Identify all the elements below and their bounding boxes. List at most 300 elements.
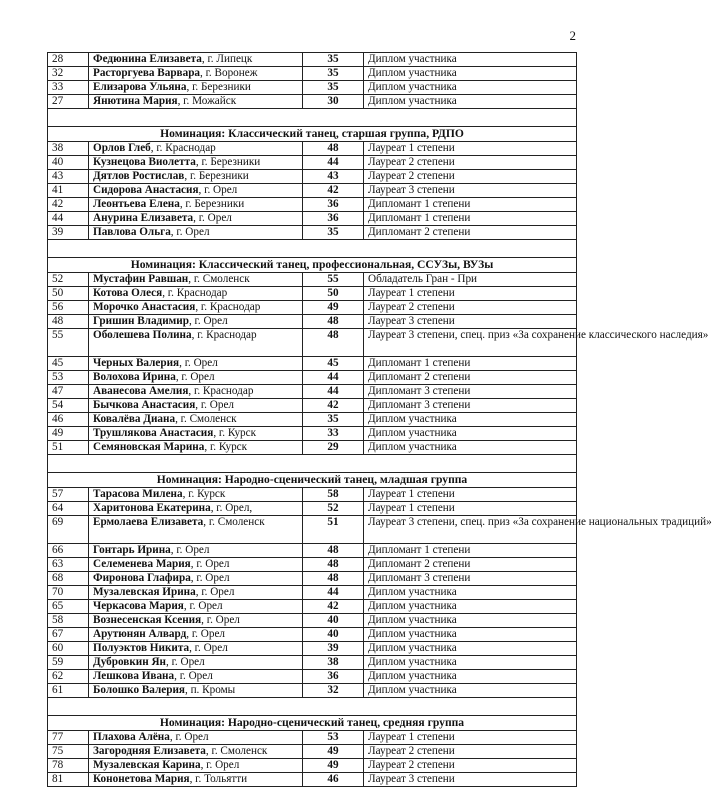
participant-number: 58 <box>48 614 89 628</box>
participant-city: , г. Краснодар <box>162 287 228 299</box>
score: 46 <box>303 773 364 787</box>
score: 35 <box>303 53 364 67</box>
award: Дипломант 3 степени <box>364 399 577 413</box>
participant-city: , г. Можайск <box>177 95 237 107</box>
participant-cell <box>89 759 303 773</box>
participant-city: , г. Краснодар <box>195 301 261 313</box>
participant-cell <box>89 502 303 516</box>
participant-cell <box>89 731 303 745</box>
participant-city: , г. Орел <box>186 628 225 640</box>
table-row <box>48 684 577 698</box>
participant-cell <box>89 287 303 301</box>
participant-name: Кононетова Мария <box>93 773 190 785</box>
participant-cell <box>89 329 303 357</box>
participant-cell <box>89 156 303 170</box>
participant-cell <box>89 642 303 656</box>
participant-number: 28 <box>48 53 89 67</box>
participant-cell <box>89 656 303 670</box>
score: 42 <box>303 399 364 413</box>
score: 58 <box>303 488 364 502</box>
award: Лауреат 2 степени <box>364 745 577 759</box>
participant-name: Черкасова Мария <box>93 600 184 612</box>
score: 49 <box>303 759 364 773</box>
table-row <box>48 413 577 427</box>
score: 36 <box>303 198 364 212</box>
participant-cell <box>89 488 303 502</box>
award: Диплом участника <box>364 441 577 455</box>
participant-name: Янютина Мария <box>93 95 178 107</box>
participant-name: Сидорова Анастасия <box>93 184 199 196</box>
score: 48 <box>303 142 364 156</box>
participant-cell <box>89 399 303 413</box>
score: 53 <box>303 731 364 745</box>
participant-number: 64 <box>48 502 89 516</box>
participant-number: 41 <box>48 184 89 198</box>
table-row <box>48 399 577 413</box>
table-row <box>48 642 577 656</box>
participant-cell <box>89 315 303 329</box>
participant-cell <box>89 558 303 572</box>
nomination-header <box>48 716 577 731</box>
participant-city: , г. Орел <box>174 670 213 682</box>
score: 43 <box>303 170 364 184</box>
participant-name: Мустафин Равшан <box>93 273 189 285</box>
participant-city: , г. Орел <box>189 642 228 654</box>
participant-name: Арутюнян Алвард <box>93 628 187 640</box>
participant-number: 70 <box>48 586 89 600</box>
table-row <box>48 558 577 572</box>
participant-name: Морочко Анастасия <box>93 301 196 313</box>
table-row <box>48 315 577 329</box>
participant-cell <box>89 95 303 109</box>
participant-name: Павлова Ольга <box>93 226 171 238</box>
participant-city: , г. Липецк <box>201 53 253 65</box>
nomination-header <box>48 473 577 488</box>
participant-cell <box>89 516 303 544</box>
participant-city: , г. Орел <box>183 600 223 612</box>
participant-name: Вознесенская Ксения <box>93 614 202 626</box>
participant-cell <box>89 600 303 614</box>
participant-cell <box>89 572 303 586</box>
nomination-title: Номинация: Классический танец, старшая группа, РДПО <box>48 127 577 142</box>
participant-number: 60 <box>48 642 89 656</box>
participant-cell <box>89 273 303 287</box>
participant-city: , г. Орел <box>190 558 230 570</box>
award: Дипломант 1 степени <box>364 544 577 558</box>
participant-city: , г. Курск <box>204 441 248 453</box>
participant-cell <box>89 628 303 642</box>
participant-cell <box>89 142 303 156</box>
award: Лауреат 1 степени <box>364 502 577 516</box>
participant-number: 54 <box>48 399 89 413</box>
participant-city: , г. Березники <box>195 156 261 168</box>
participant-name: Аванесова Амелия <box>93 385 189 397</box>
participant-city: , г. Орел <box>198 184 238 196</box>
table-row <box>48 614 577 628</box>
participant-name: Селеменева Мария <box>93 558 191 570</box>
participant-number: 48 <box>48 315 89 329</box>
award: Лауреат 1 степени <box>364 142 577 156</box>
participant-number: 78 <box>48 759 89 773</box>
score: 35 <box>303 226 364 240</box>
participant-cell <box>89 184 303 198</box>
participant-number: 27 <box>48 95 89 109</box>
participant-city: , г. Орел <box>188 315 228 327</box>
participant-city: , г. Орел <box>195 586 235 598</box>
table-row <box>48 156 577 170</box>
participant-number: 81 <box>48 773 89 787</box>
participant-number: 52 <box>48 273 89 287</box>
participant-cell <box>89 385 303 399</box>
table-row <box>48 273 577 287</box>
table-row <box>48 142 577 156</box>
participant-number: 68 <box>48 572 89 586</box>
participant-number: 62 <box>48 670 89 684</box>
score: 40 <box>303 614 364 628</box>
participant-cell <box>89 441 303 455</box>
participant-city: , г. Краснодар <box>188 385 254 397</box>
award: Дипломант 2 степени <box>364 226 577 240</box>
participant-city: , г. Орел <box>200 759 240 771</box>
score: 35 <box>303 81 364 95</box>
participant-cell <box>89 357 303 371</box>
score: 45 <box>303 357 364 371</box>
participant-number: 67 <box>48 628 89 642</box>
score: 48 <box>303 544 364 558</box>
score: 52 <box>303 502 364 516</box>
table-row <box>48 502 577 516</box>
participant-city: , г. Орел, <box>210 502 253 514</box>
score: 50 <box>303 287 364 301</box>
participant-city: , п. Кромы <box>184 684 236 696</box>
participant-city: , г. Орел <box>190 572 230 584</box>
participant-name: Дубровкин Ян <box>93 656 166 668</box>
participant-cell <box>89 586 303 600</box>
participant-cell <box>89 67 303 81</box>
participant-city: , г. Орел <box>175 371 215 383</box>
table-row <box>48 95 577 109</box>
table-row <box>48 385 577 399</box>
score: 55 <box>303 273 364 287</box>
award: Диплом участника <box>364 413 577 427</box>
table-row <box>48 600 577 614</box>
award: Лауреат 3 степени, спец. приз «За сохранение классического наследия» <box>364 329 577 357</box>
score: 33 <box>303 427 364 441</box>
participant-city: , г. Краснодар <box>191 329 257 341</box>
award: Диплом участника <box>364 614 577 628</box>
table-row <box>48 81 577 95</box>
score: 48 <box>303 572 364 586</box>
table-row <box>48 427 577 441</box>
participant-city: , г. Орел <box>170 226 210 238</box>
participant-name: Кузнецова Виолетта <box>93 156 196 168</box>
participant-number: 57 <box>48 488 89 502</box>
participant-number: 43 <box>48 170 89 184</box>
participant-city: , г. Орел <box>201 614 240 626</box>
award: Лауреат 3 степени <box>364 773 577 787</box>
participant-city: , г. Смоленск <box>188 273 250 285</box>
participant-name: Музалевская Ирина <box>93 586 196 598</box>
award: Лауреат 1 степени <box>364 287 577 301</box>
results-table <box>47 52 712 787</box>
participant-city: , г. Смоленск <box>203 516 265 528</box>
participant-city: , г. Курск <box>182 488 226 500</box>
participant-city: , г. Орел <box>193 212 232 224</box>
participant-name: Елизарова Ульяна <box>93 81 187 93</box>
participant-name: Бычкова Анастасия <box>93 399 196 411</box>
page-number: 2 <box>569 28 576 43</box>
participant-number: 59 <box>48 656 89 670</box>
participant-name: Дятлов Ростислав <box>93 170 185 182</box>
table-row <box>48 773 577 787</box>
participant-name: Лешкова Ивана <box>93 670 175 682</box>
participant-name: Фиронова Глафира <box>93 572 191 584</box>
section-spacer <box>48 455 577 473</box>
participant-number: 39 <box>48 226 89 240</box>
score: 48 <box>303 329 364 357</box>
table-row <box>48 731 577 745</box>
participant-name: Черных Валерия <box>93 357 180 369</box>
score: 36 <box>303 212 364 226</box>
participant-city: , г. Смоленск <box>175 413 237 425</box>
participant-number: 33 <box>48 81 89 95</box>
participant-name: Волохова Ирина <box>93 371 176 383</box>
award: Лауреат 3 степени, спец. приз «За сохранение национальных традиций» <box>364 516 577 544</box>
award: Диплом участника <box>364 628 577 642</box>
participant-number: 49 <box>48 427 89 441</box>
award: Дипломант 1 степени <box>364 357 577 371</box>
participant-cell <box>89 413 303 427</box>
participant-name: Трушлякова Анастасия <box>93 427 214 439</box>
participant-cell <box>89 81 303 95</box>
score: 49 <box>303 301 364 315</box>
section-spacer <box>48 240 577 258</box>
participant-number: 51 <box>48 441 89 455</box>
participant-number: 38 <box>48 142 89 156</box>
table-row <box>48 53 577 67</box>
score: 42 <box>303 600 364 614</box>
participant-number: 63 <box>48 558 89 572</box>
participant-city: , г. Орел <box>165 656 205 668</box>
award: Диплом участника <box>364 670 577 684</box>
participant-cell <box>89 301 303 315</box>
award: Диплом участника <box>364 53 577 67</box>
results-table-body <box>48 53 712 787</box>
award: Дипломант 3 степени <box>364 572 577 586</box>
score: 38 <box>303 656 364 670</box>
table-row <box>48 488 577 502</box>
participant-name: Полуэктов Никита <box>93 642 190 654</box>
participant-number: 61 <box>48 684 89 698</box>
table-row <box>48 516 577 544</box>
participant-number: 45 <box>48 357 89 371</box>
score: 44 <box>303 371 364 385</box>
table-row <box>48 184 577 198</box>
table-row <box>48 371 577 385</box>
table-row <box>48 212 577 226</box>
table-row <box>48 170 577 184</box>
participant-cell <box>89 614 303 628</box>
participant-name: Загородняя Елизавета <box>93 745 206 757</box>
award: Диплом участника <box>364 684 577 698</box>
table-row <box>48 226 577 240</box>
score: 29 <box>303 441 364 455</box>
participant-number: 55 <box>48 329 89 357</box>
participant-name: Леонтьева Елена <box>93 198 180 210</box>
participant-cell <box>89 212 303 226</box>
score: 42 <box>303 184 364 198</box>
score: 35 <box>303 67 364 81</box>
award: Лауреат 2 степени <box>364 301 577 315</box>
award: Дипломант 3 степени <box>364 385 577 399</box>
award: Диплом участника <box>364 642 577 656</box>
participant-name: Гришин Владимир <box>93 315 189 327</box>
award: Лауреат 2 степени <box>364 156 577 170</box>
table-row <box>48 67 577 81</box>
participant-city: , г. Курск <box>213 427 257 439</box>
table-row <box>48 670 577 684</box>
score: 44 <box>303 156 364 170</box>
participant-city: , г. Краснодар <box>150 142 216 154</box>
score: 30 <box>303 95 364 109</box>
participant-cell <box>89 544 303 558</box>
award: Диплом участника <box>364 81 577 95</box>
participant-number: 44 <box>48 212 89 226</box>
table-row <box>48 301 577 315</box>
score: 44 <box>303 586 364 600</box>
participant-name: Федюнина Елизавета <box>93 53 202 65</box>
participant-name: Музалевская Карина <box>93 759 201 771</box>
score: 39 <box>303 642 364 656</box>
award: Дипломант 2 степени <box>364 558 577 572</box>
participant-number: 56 <box>48 301 89 315</box>
award: Диплом участника <box>364 586 577 600</box>
score: 48 <box>303 315 364 329</box>
table-row <box>48 198 577 212</box>
participant-city: , г. Березники <box>186 81 251 93</box>
score: 36 <box>303 670 364 684</box>
participant-city: , г. Орел <box>179 357 218 369</box>
score: 49 <box>303 745 364 759</box>
score: 32 <box>303 684 364 698</box>
participant-number: 46 <box>48 413 89 427</box>
participant-name: Расторгуева Варвара <box>93 67 201 79</box>
participant-city: , г. Березники <box>184 170 249 182</box>
participant-city: , г. Орел <box>170 544 210 556</box>
table-row <box>48 628 577 642</box>
participant-name: Оболешева Полина <box>93 329 192 341</box>
participant-name: Ковалёва Диана <box>93 413 176 425</box>
table-row <box>48 441 577 455</box>
table-row <box>48 287 577 301</box>
table-row <box>48 586 577 600</box>
participant-city: , г. Смоленск <box>205 745 268 757</box>
participant-name: Плахова Алёна <box>93 731 170 743</box>
participant-cell <box>89 371 303 385</box>
nomination-title: Номинация: Народно-сценический танец, средняя группа <box>48 716 577 731</box>
nomination-header <box>48 127 577 142</box>
participant-name: Гонтарь Ирина <box>93 544 171 556</box>
participant-name: Анурина Елизавета <box>93 212 194 224</box>
participant-number: 65 <box>48 600 89 614</box>
score: 48 <box>303 558 364 572</box>
award: Обладатель Гран - При <box>364 273 577 287</box>
participant-cell <box>89 226 303 240</box>
nomination-title: Номинация: Народно-сценический танец, младшая группа <box>48 473 577 488</box>
award: Дипломант 2 степени <box>364 371 577 385</box>
participant-number: 42 <box>48 198 89 212</box>
award: Лауреат 1 степени <box>364 731 577 745</box>
participant-number: 32 <box>48 67 89 81</box>
participant-cell <box>89 53 303 67</box>
participant-number: 50 <box>48 287 89 301</box>
score: 44 <box>303 385 364 399</box>
table-row <box>48 745 577 759</box>
table-row <box>48 357 577 371</box>
nomination-header <box>48 258 577 273</box>
score: 51 <box>303 516 364 544</box>
participant-name: Болошко Валерия <box>93 684 185 696</box>
participant-number: 75 <box>48 745 89 759</box>
award: Диплом участника <box>364 427 577 441</box>
participant-number: 53 <box>48 371 89 385</box>
participant-city: , г. Тольятти <box>189 773 248 785</box>
award: Лауреат 2 степени <box>364 759 577 773</box>
participant-cell <box>89 198 303 212</box>
participant-name: Ермолаева Елизавета <box>93 516 204 528</box>
award: Дипломант 1 степени <box>364 212 577 226</box>
participant-cell <box>89 670 303 684</box>
participant-name: Орлов Глеб <box>93 142 151 154</box>
participant-number: 66 <box>48 544 89 558</box>
participant-name: Семяновская Марина <box>93 441 205 453</box>
participant-name: Тарасова Милена <box>93 488 183 500</box>
participant-name: Харитонова Екатерина <box>93 502 211 514</box>
award: Лауреат 3 степени <box>364 315 577 329</box>
award: Лауреат 1 степени <box>364 488 577 502</box>
table-row <box>48 329 577 357</box>
award: Дипломант 1 степени <box>364 198 577 212</box>
score: 35 <box>303 413 364 427</box>
award: Диплом участника <box>364 95 577 109</box>
section-spacer <box>48 109 577 127</box>
table-row <box>48 544 577 558</box>
participant-number: 77 <box>48 731 89 745</box>
participant-number: 69 <box>48 516 89 544</box>
participant-city: , г. Воронеж <box>200 67 258 79</box>
award: Диплом участника <box>364 67 577 81</box>
participant-cell <box>89 684 303 698</box>
award: Лауреат 2 степени <box>364 170 577 184</box>
award: Диплом участника <box>364 600 577 614</box>
participant-city: , г. Орел <box>169 731 209 743</box>
award: Лауреат 3 степени <box>364 184 577 198</box>
table-row <box>48 759 577 773</box>
table-row <box>48 572 577 586</box>
participant-city: , г. Березники <box>179 198 245 210</box>
participant-cell <box>89 745 303 759</box>
nomination-title: Номинация: Классический танец, профессиональная, ССУЗы, ВУЗы <box>48 258 577 273</box>
participant-number: 47 <box>48 385 89 399</box>
participant-cell <box>89 773 303 787</box>
participant-number: 40 <box>48 156 89 170</box>
participant-cell <box>89 427 303 441</box>
participant-cell <box>89 170 303 184</box>
award: Диплом участника <box>364 656 577 670</box>
table-row <box>48 656 577 670</box>
participant-city: , г. Орел <box>195 399 234 411</box>
score: 40 <box>303 628 364 642</box>
